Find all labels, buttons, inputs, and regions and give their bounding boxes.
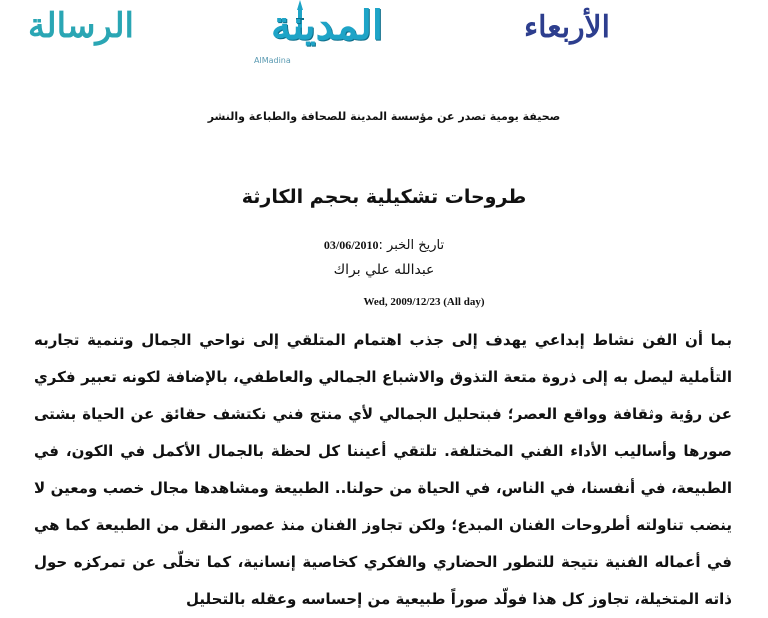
date-value: 03/06/2010 xyxy=(323,238,379,252)
al-madina-logo-subtext: AlMadina xyxy=(254,56,291,65)
al-madina-logo-text: المدينة xyxy=(270,2,384,49)
al-arbiaa-logo[interactable]: الأربعاء xyxy=(524,10,611,45)
article-author: عبدالله علي براك xyxy=(333,262,435,278)
date-label: تاريخ الخبر : xyxy=(378,238,445,253)
article-title: طروحات تشكيلية بحجم الكارثة xyxy=(241,186,527,208)
article-body: بما أن الفن نشاط إبداعي يهدف إلى جذب اهتمام المتلقي إلى نواحي الجمال وتنمية تجاربه التأملية ليصل به إلى ذروة متعة التذوق والاشباع الجمالي والعاطفي، بالإضافة لكونه تعبير فكري عن رؤية وثقافة وواقع العصر؛ فبتحليل الجمالي لأي منتج فني نكتشف حقائق عن الحياة بشتى صورها وأساليب الأداء الفني المختلفة. تلتقي أعيننا كل لحظة بالجمال الأكمل في الكون، في الطبيعة، في أنفسنا، في الناس، في الحياة من حولنا.. الطبيعة ومشاهدها مجال خصب ومعين لا ينضب تناولته أطروحات الفنان المبدع؛ ولكن تجاوز الفنان منذ عصور النقل من الطبيعة كما هي في أعماله الفنية نتيجة للتطور الحضاري والفكري كخاصية إنسانية، كما تخلّى عن تمركزه حول ذاته المتخيلة، تجاوز كل هذا فولّد صوراً طبيعية من إحساسه وعقله بالتحليل xyxy=(34,331,732,608)
al-risala-logo[interactable]: الرسالة xyxy=(28,6,135,46)
al-madina-logo[interactable] xyxy=(252,0,412,70)
article-timestamp: Wed, 2009/12/23 (All day) xyxy=(363,296,485,308)
article-date xyxy=(0,238,768,253)
masthead xyxy=(0,0,768,80)
publisher-subtitle: صحيفة يومية تصدر عن مؤسسة المدينة للصحافة والطباعة والنشر xyxy=(207,110,561,123)
